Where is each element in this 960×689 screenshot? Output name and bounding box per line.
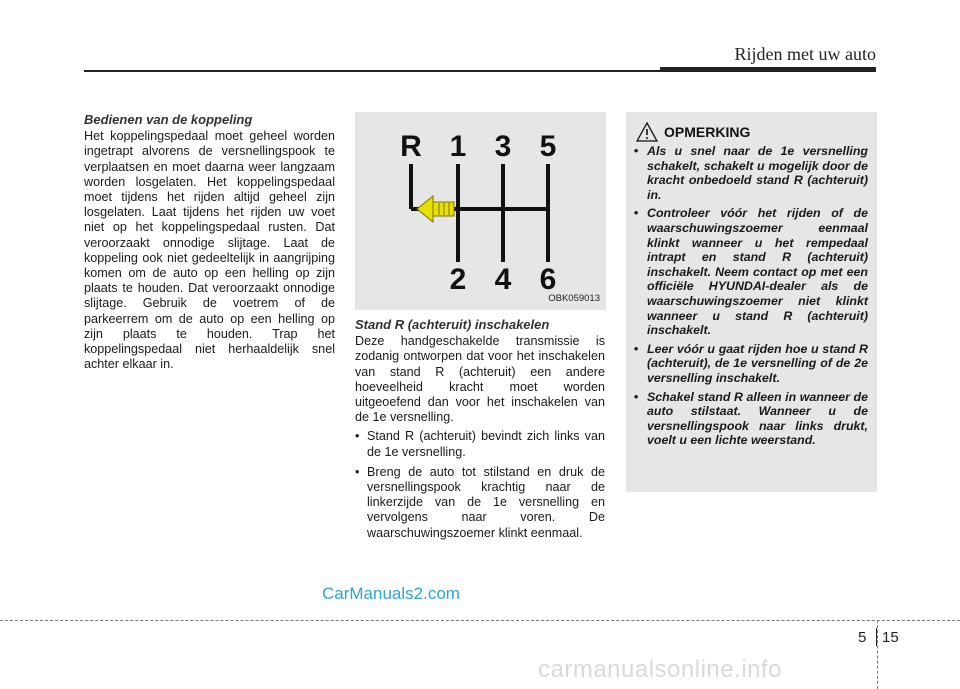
header-rule-accent bbox=[660, 67, 876, 72]
clutch-subheading: Bedienen van de koppeling bbox=[84, 112, 253, 127]
list-item: • Stand R (achteruit) bevindt zich links van de 1e versnelling. bbox=[355, 429, 605, 459]
gear-label-2: 2 bbox=[449, 263, 467, 296]
note-header bbox=[636, 122, 750, 142]
gear-label-6: 6 bbox=[539, 263, 557, 296]
list-item: • Schakel stand R alleen in wanneer de auto stilstaat. Wanneer u de versnellingspook naar links drukt, voelt u een lichte weerstand. bbox=[634, 390, 868, 448]
page-number: 15 bbox=[882, 629, 899, 646]
gear-label-3: 3 bbox=[494, 130, 512, 163]
section-title: Rijden met uw auto bbox=[734, 44, 876, 64]
list-item: • Als u snel naar de 1e versnelling schakelt, schakelt u mogelijk door de kracht onbedoeld stand R (achteruit) in. bbox=[634, 144, 868, 202]
reverse-body: Deze handgeschakelde transmissie is zodanig ontworpen dat voor het inschakelen van stand R (achteruit) een andere hoeveelheid kracht moet worden uitgeoefend dan voor het inschakelen van de 1e versnelling. bbox=[355, 334, 605, 425]
note-list bbox=[634, 144, 868, 452]
footer-divider bbox=[877, 620, 878, 689]
watermark-carmanuals2: CarManuals2.com bbox=[322, 584, 460, 603]
list-item: • Breng de auto tot stilstand en druk de versnellingspook krachtig naar de linkerzijde van de 1e versnelling en vervolgens naar voren. De waarschuwingszoemer klinkt eenmaal. bbox=[355, 465, 605, 541]
page-number-separator bbox=[876, 628, 877, 646]
clutch-body: Het koppelingspedaal moet geheel worden ingetrapt alvorens de versnellingspook te verplaatsen en moet daarna weer langzaam worden losgelaten. Het koppelingspedaal moet tijdens het rijden altijd geheel zijn losgelaten. Laat tijdens het rijden uw voet niet op het koppelingspedaal rusten. Dat veroorzaakt onnodige slijtage. Laat de koppeling ook niet gedeeltelijk in aangrijping komen om de auto op een helling op zijn plaats te houden. Dat veroorzaakt onnodige slijtage. Gebruik de voetrem of de parkeerrem om de auto op een helling op zijn plaats te houden. Trap het koppelingspedaal niet herhaaldelijk snel achter elkaar in. bbox=[84, 129, 335, 372]
header-rule bbox=[84, 70, 660, 72]
figure-code: OBK059013 bbox=[548, 293, 600, 304]
note-title: OPMERKING bbox=[664, 124, 751, 140]
list-item: • Controleer vóór het rijden of de waarschuwingszoemer eenmaal klinkt wanneer u het rempedaal intrapt en stand R (achteruit) inschakelt. Neem contact op met een officiële HYUNDAI-dealer als de waarschuwingszoemer niet klinkt wanneer u stand R (achteruit) inschakelt. bbox=[634, 206, 868, 337]
shift-pattern-graphic bbox=[355, 112, 606, 310]
warning-triangle-icon bbox=[636, 122, 658, 142]
footer-rule bbox=[0, 620, 960, 621]
gear-label-4: 4 bbox=[494, 263, 512, 296]
reverse-subheading: Stand R (achteruit) inschakelen bbox=[355, 317, 550, 332]
note-box bbox=[626, 112, 877, 492]
gear-label-1: 1 bbox=[449, 130, 467, 163]
watermark-carmanualsonline: carmanualsonline.info bbox=[538, 656, 782, 683]
reverse-bullet-list bbox=[355, 429, 605, 540]
gear-shift-diagram bbox=[355, 112, 606, 310]
list-item: • Leer vóór u gaat rijden hoe u stand R (achteruit), de 1e versnelling of de 2e versnelling inschakelt. bbox=[634, 342, 868, 386]
gear-label-5: 5 bbox=[539, 130, 557, 163]
middle-column bbox=[355, 317, 605, 546]
left-column bbox=[84, 112, 335, 372]
reverse-arrow-icon bbox=[417, 196, 454, 222]
gear-label-r: R bbox=[400, 130, 422, 163]
chapter-number: 5 bbox=[858, 629, 867, 646]
